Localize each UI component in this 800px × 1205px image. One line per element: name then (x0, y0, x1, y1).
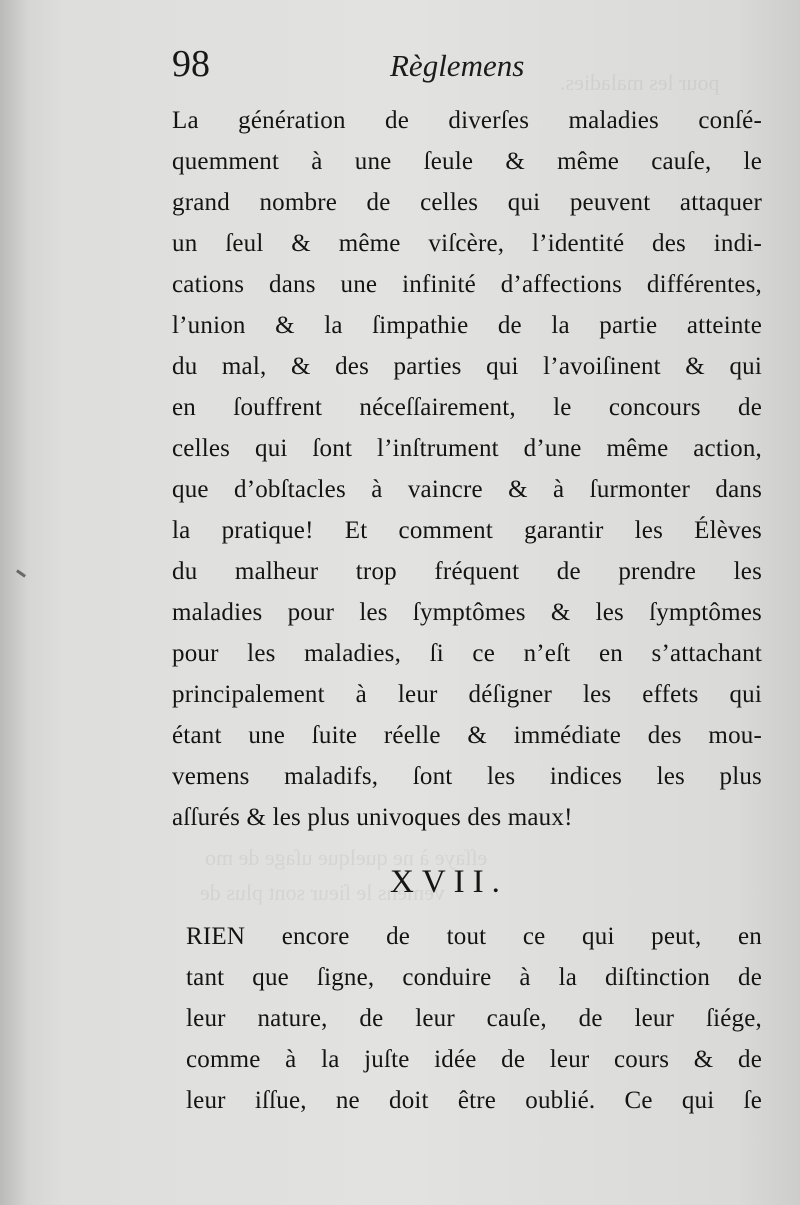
page-number: 98 (172, 43, 210, 85)
show-through-text: vemens le ſieur sont plus de (200, 880, 446, 905)
paragraph-1 (172, 100, 762, 838)
text-line: aſſurés & les plus univoques des maux! (172, 804, 573, 831)
text-line: cations dans une infinité d’affections différentes, (172, 271, 762, 298)
text-line: grand nombre de celles qui peuvent attaquer (172, 189, 762, 216)
text-line: La génération de diverſes maladies conſé- (172, 107, 762, 134)
text-line: celles qui ſont l’inſtrument d’une même action, (172, 435, 762, 462)
text-line: la pratique! Et comment garantir les Élèves (172, 517, 762, 544)
text-line: tant que ſigne, conduire à la diſtinction de (186, 964, 762, 991)
show-through-text: pour les maladies. (560, 70, 720, 95)
text-line: un ſeul & même viſcère, l’identité des indi- (172, 230, 762, 257)
page-gutter-shadow (0, 0, 28, 1205)
text-line: du mal, & des parties qui l’avoiſinent & qui (172, 353, 762, 380)
text-line: étant une ſuite réelle & immédiate des mou- (172, 722, 762, 749)
paragraph-2 (186, 916, 762, 1121)
text-line: du malheur trop fréquent de prendre les (172, 558, 762, 585)
text-line: leur nature, de leur cauſe, de leur ſiége, (186, 1005, 762, 1032)
running-title: Règlemens (390, 48, 525, 83)
text-line: principalement à leur déſigner les effets qui (172, 681, 762, 708)
text-line: maladies pour les ſymptômes & les ſymptômes (172, 599, 762, 626)
page-header (172, 44, 762, 84)
text-line: que d’obſtacles à vaincre & à ſurmonter dans (172, 476, 762, 503)
text-line: leur iſſue, ne doit être oublié. Ce qui ſe (186, 1087, 762, 1114)
text-line: vemens maladifs, ſont les indices les plus (172, 763, 762, 790)
show-through-text: eſſaye à ne quelque uſage de mo (205, 845, 488, 870)
text-line: comme à la juſte idée de leur cours & de (186, 1046, 762, 1073)
text-line: RIEN encore de tout ce qui peut, en (186, 923, 762, 950)
text-line: l’union & la ſimpathie de la partie atteinte (172, 312, 762, 339)
text-line: quemment à une ſeule & même cauſe, le (172, 148, 762, 175)
text-line: pour les maladies, ſi ce n’eſt en s’attachant (172, 640, 762, 667)
section-heading: XVII. (390, 864, 508, 900)
text-line: en ſouffrent néceſſairement, le concours de (172, 394, 762, 421)
